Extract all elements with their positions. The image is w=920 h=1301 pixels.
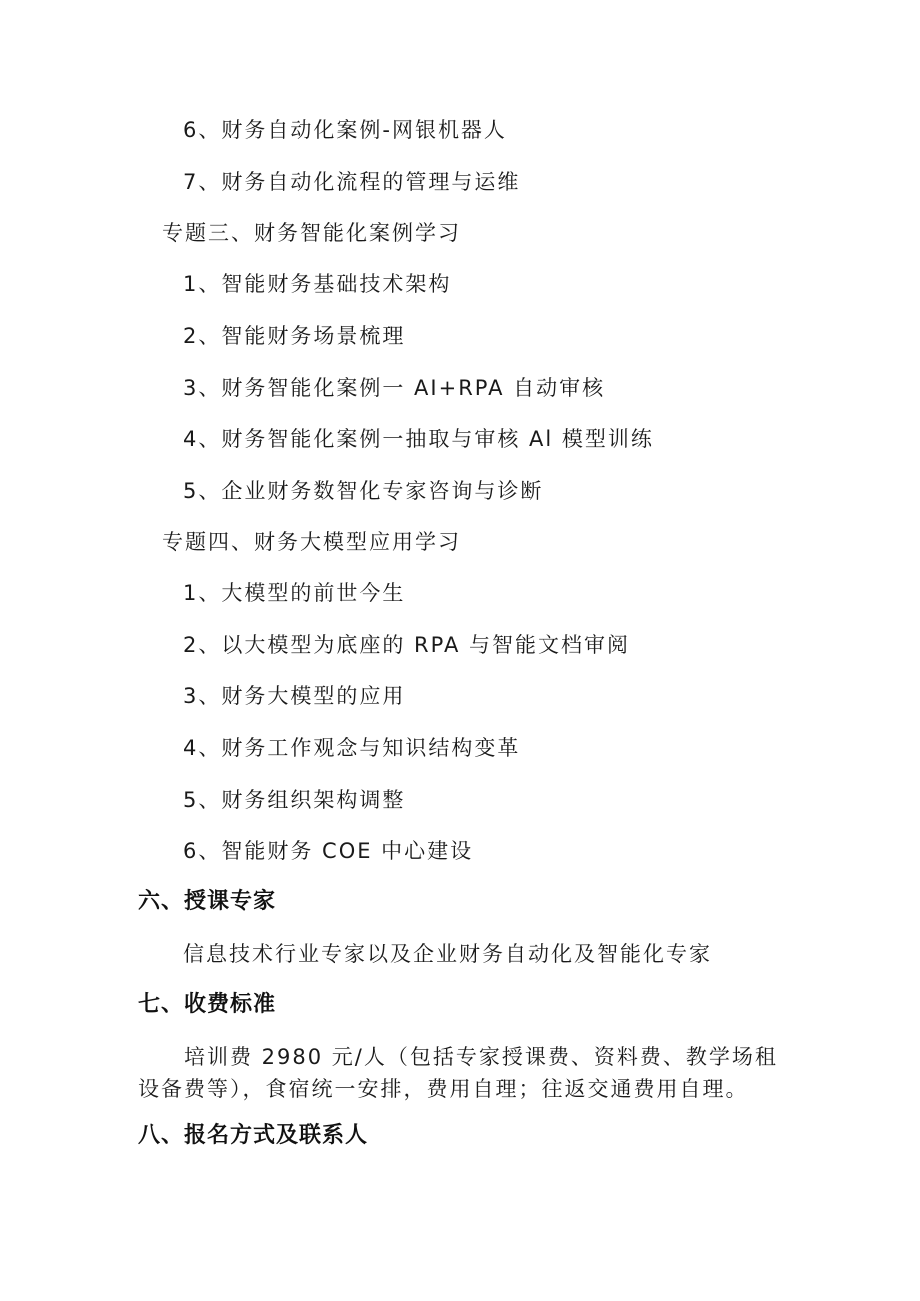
section-heading-fees: 七、收费标准 bbox=[138, 992, 277, 1017]
list-item: 3、财务大模型的应用 bbox=[183, 684, 406, 708]
list-item: 6、财务自动化案例-网银机器人 bbox=[183, 118, 507, 142]
fees-text: 培训费 2980 元/人（包括专家授课费、资料费、教学场租设备费等），食宿统一安排，费用自理；往返交通费用自理。 bbox=[138, 1045, 778, 1101]
section-heading-registration: 八、报名方式及联系人 bbox=[138, 1123, 369, 1148]
list-item: 6、智能财务 COE 中心建设 bbox=[183, 839, 474, 863]
list-item: 5、企业财务数智化专家咨询与诊断 bbox=[183, 479, 544, 503]
experts-text: 信息技术行业专家以及企业财务自动化及智能化专家 bbox=[183, 942, 712, 966]
section-heading-experts: 六、授课专家 bbox=[138, 889, 277, 914]
list-item: 3、财务智能化案例一 AI+RPA 自动审核 bbox=[183, 376, 606, 400]
topic-heading: 专题三、财务智能化案例学习 bbox=[162, 221, 461, 245]
list-item: 2、智能财务场景梳理 bbox=[183, 324, 406, 348]
list-item: 4、财务智能化案例一抽取与审核 Al 模型训练 bbox=[183, 427, 654, 451]
list-item: 2、以大模型为底座的 RPA 与智能文档审阅 bbox=[183, 633, 630, 657]
list-item: 1、大模型的前世今生 bbox=[183, 581, 406, 605]
list-item: 4、财务工作观念与知识结构变革 bbox=[183, 736, 521, 760]
list-item: 1、智能财务基础技术架构 bbox=[183, 272, 452, 296]
topic-heading: 专题四、财务大模型应用学习 bbox=[162, 530, 461, 554]
list-item: 5、财务组织架构调整 bbox=[183, 788, 406, 812]
list-item: 7、财务自动化流程的管理与运维 bbox=[183, 170, 521, 194]
